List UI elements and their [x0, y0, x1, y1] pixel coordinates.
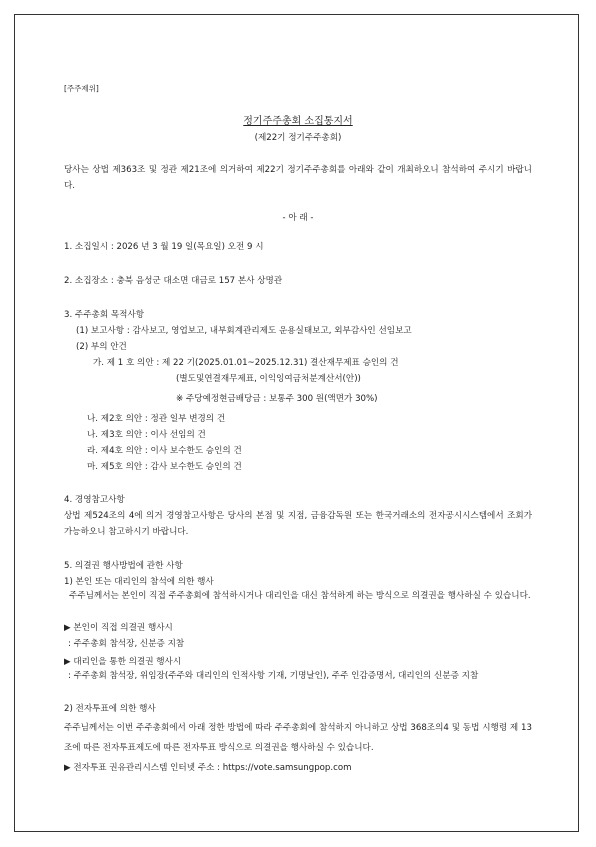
voting-heading: 5. 의결권 행사방법에 관한 사항	[64, 561, 183, 571]
attendance-voting-heading: 1) 본인 또는 대리인의 참석에 의한 행사	[64, 577, 214, 587]
below-heading: - 아 래 -	[282, 213, 314, 223]
agenda-item-3: 나. 제3호 의안 : 이사 선임의 건	[87, 430, 206, 440]
proxy-vote-title: ▶ 대리인을 통한 의결권 행사시	[64, 657, 182, 667]
electronic-voting-heading: 2) 전자투표에 의한 행사	[64, 704, 156, 714]
header-tag: [주주제위]	[64, 84, 99, 93]
agenda-item-2: 나. 제2호 의안 : 정관 일부 변경의 건	[87, 414, 226, 424]
direct-vote-title: ▶ 본인이 직접 의결권 행사시	[64, 623, 173, 633]
document-subtitle: (제22기 정기주주총회)	[254, 133, 342, 143]
agenda-item-4: 라. 제4호 의안 : 이사 보수한도 승인의 건	[87, 446, 242, 456]
evote-url-line[interactable]: ▶ 전자투표 권유관리시스템 인터넷 주소 : https://vote.samsungpop.com	[64, 763, 352, 773]
agenda-heading: 3. 주주총회 목적사항	[64, 310, 145, 320]
document-title: 정기주주총회 소집통지서	[243, 116, 353, 127]
resolution-heading: (2) 부의 안건	[76, 342, 127, 352]
meeting-datetime: 1. 소집일시 : 2026 년 3 월 19 일(목요일) 오전 9 시	[64, 242, 264, 252]
intro-paragraph: 당사는 상법 제363조 및 정관 제21조에 의거하여 제22기 정기주주총회를 아래와 같이 개최하오니 참석하여 주시기 바랍니다.	[64, 165, 532, 191]
direct-vote-body: : 주주총회 참석장, 신분증 지참	[68, 639, 185, 649]
electronic-voting-body: 주주님께서는 이번 주주총회에서 아래 정한 방법에 따라 주주총회에 참석하지 아니하고 상법 368조의4 및 동법 시행령 제 13조에 따른 전자투표제도에 따른 전자투표 방식으로 의결권을 행사하실 수 있습니다.	[64, 723, 532, 753]
proxy-vote-body: : 주주총회 참석장, 위임장(주주와 대리인의 인적사항 기재, 기명날인), 주주 인감증명서, 대리인의 신분증 지참	[68, 671, 479, 681]
dividend-note: ※ 주당예정현금배당금 : 보통주 300 원(액면가 30%)	[176, 394, 378, 404]
report-items: (1) 보고사항 : 감사보고, 영업보고, 내부회계관리제도 운용실태보고, 외부감사인 선임보고	[76, 326, 412, 336]
management-reference-heading: 4. 경영참고사항	[64, 495, 125, 505]
agenda-item-5: 마. 제5호 의안 : 감사 보수한도 승인의 건	[87, 462, 242, 472]
attendance-voting-body: 주주님께서는 본인이 직접 주주총회에 참석하시거나 대리인을 대신 참석하게 하는 방식으로 의결권을 행사하실 수 있습니다.	[69, 591, 531, 601]
agenda-item-1: 가. 제 1 호 의안 : 제 22 기(2025.01.01~2025.12.31) 결산재무제표 승인의 건	[93, 358, 399, 368]
meeting-location: 2. 소집장소 : 충북 음성군 대소면 대금로 157 본사 상명관	[64, 276, 283, 286]
agenda-item-1-detail: (별도및연결재무제표, 이익잉여금처분계산서(안))	[176, 374, 361, 384]
management-reference-body: 상법 제524조의 4에 의거 경영참고사항은 당사의 본점 및 지점, 금융감독원 또는 한국거래소의 전자공시시스템에서 조회가 가능하오니 참고하시기 바랍니다.	[64, 511, 532, 537]
